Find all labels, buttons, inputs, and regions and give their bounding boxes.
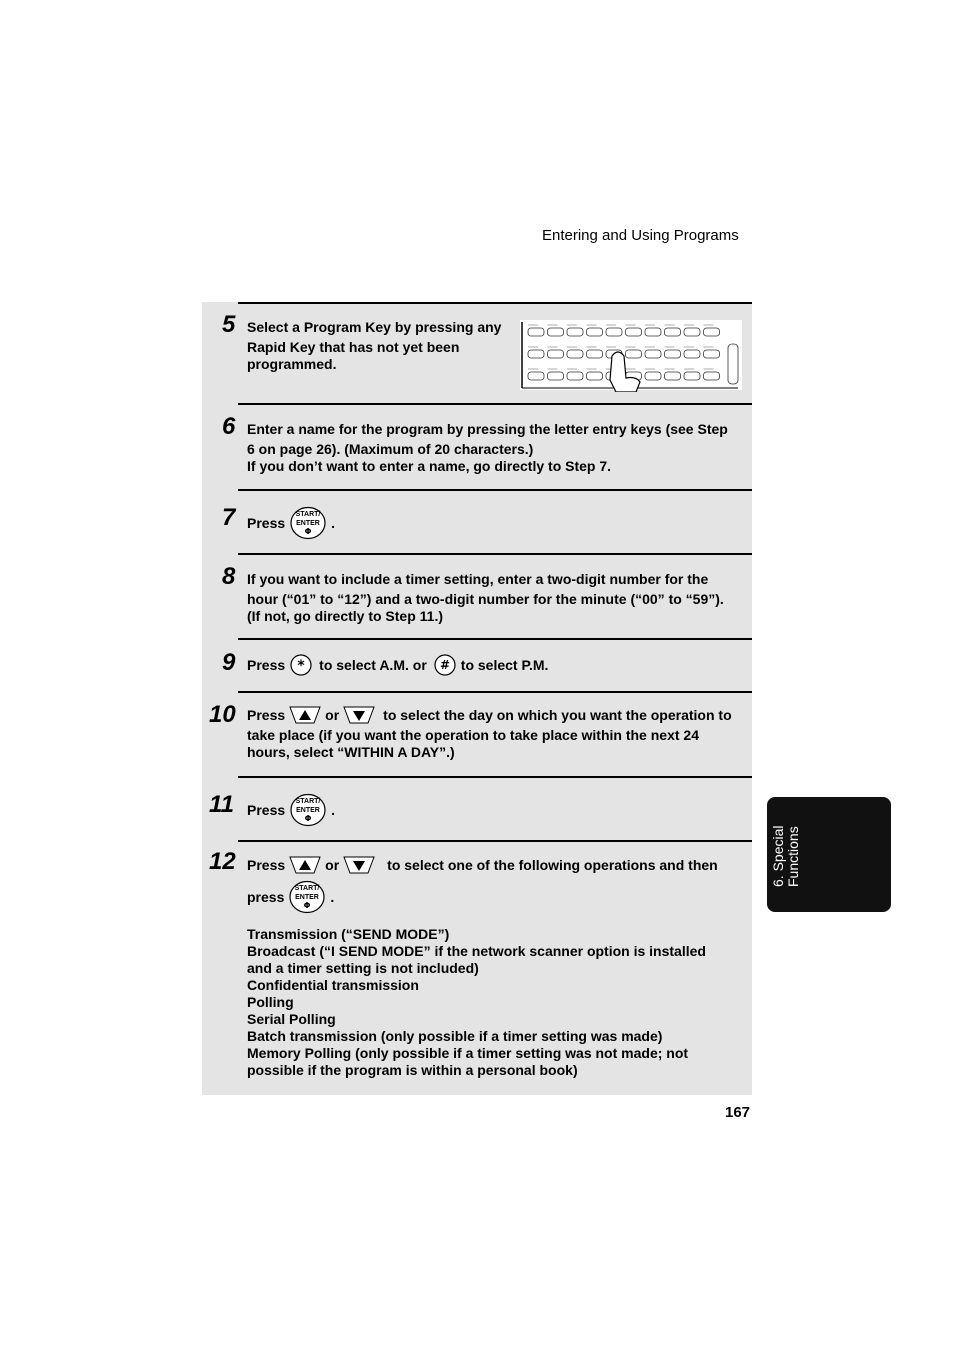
start-enter-key-icon — [289, 506, 327, 540]
step-number: 11 — [209, 791, 234, 818]
start-enter-key-icon — [288, 880, 326, 914]
svg-text:START/: START/ — [295, 511, 321, 518]
step-text: Press START/ ENTER Φ . — [247, 793, 335, 827]
step-number: 10 — [209, 701, 236, 728]
svg-text:ENTER: ENTER — [295, 894, 320, 901]
step-text: Press START/ ENTER Φ . — [247, 506, 335, 540]
svg-text:START/: START/ — [294, 885, 320, 892]
operations-list — [247, 926, 752, 1079]
list-item: Polling — [247, 994, 294, 1010]
step-text: Press * to select A.M. or # to select P.M. — [247, 654, 548, 676]
step-text: Enter a name for the program by pressing the letter entry keys (see Step 6 on page 26). (Maximum of 20 characters.) If you don’t want to enter a name, go directly to Step 7. — [247, 421, 728, 474]
divider — [238, 302, 752, 304]
hash-key-icon — [433, 654, 457, 676]
step-11 — [202, 777, 752, 841]
step-number: 9 — [222, 649, 236, 676]
list-item: Transmission (“SEND MODE”) — [247, 926, 450, 942]
step-number: 5 — [222, 311, 236, 338]
step-text: Press or to select one of the following operations and then press START/ ENTER Φ . Transmission (“SEND MODE”) Broadcast (“I SEND MODE” if the network scanner option is installed and a timer setting is not included) Confidential transmission Polling Serial Polling Batch transmission (only possible if a timer setting was made) Memory Polling (only possible if a timer setting was not made; not possible if the program is within a personal book) — [247, 856, 752, 1079]
step-9 — [202, 639, 752, 692]
steps-panel — [202, 302, 752, 1095]
svg-text:*: * — [297, 658, 305, 674]
list-item: Confidential transmission — [247, 977, 419, 993]
step-6 — [202, 404, 752, 490]
svg-text:Φ: Φ — [303, 901, 311, 910]
list-item: Broadcast (“I SEND MODE” if the network scanner option is installed — [247, 943, 706, 959]
svg-text:START/: START/ — [295, 798, 321, 805]
down-arrow-key-icon — [343, 706, 375, 724]
svg-text:ENTER: ENTER — [296, 520, 321, 527]
up-arrow-key-icon — [289, 856, 321, 874]
step-5 — [202, 302, 752, 404]
step-number: 6 — [222, 413, 236, 440]
step-text: If you want to include a timer setting, enter a two-digit number for the hour (“01” to “12”) and a two-digit number for the minute (“00” to “59”). (If not, go directly to Step 11.) — [247, 571, 724, 624]
down-arrow-key-icon — [343, 856, 375, 874]
running-header: Entering and Using Programs — [542, 227, 739, 244]
step-12 — [202, 841, 752, 1095]
svg-text:ENTER: ENTER — [296, 807, 321, 814]
step-text: Press or to select the day on which you want the operation to take place (if you want the operation to take place within the next 24 hours, select “WITHIN A DAY”.) — [247, 706, 732, 760]
step-number: 12 — [209, 848, 236, 875]
chapter-tab-label: 6. Special Functions — [770, 825, 801, 887]
up-arrow-key-icon — [289, 706, 321, 724]
rapid-key-panel-illustration — [520, 320, 742, 392]
step-7 — [202, 490, 752, 554]
start-enter-key-icon — [289, 793, 327, 827]
page-number: 167 — [725, 1104, 751, 1121]
list-item: Batch transmission (only possible if a timer setting was made) — [247, 1028, 663, 1044]
step-text: Select a Program Key by pressing any Rapid Key that has not yet been programmed. — [247, 319, 502, 372]
svg-text:Φ: Φ — [304, 527, 312, 536]
list-item: Serial Polling — [247, 1011, 336, 1027]
list-item: and a timer setting is not included) — [247, 960, 479, 976]
step-number: 8 — [222, 563, 236, 590]
svg-text:#: # — [439, 658, 450, 672]
step-10 — [202, 692, 752, 777]
list-item: possible if the program is within a personal book) — [247, 1062, 578, 1078]
step-number: 7 — [222, 504, 236, 531]
svg-text:Φ: Φ — [304, 814, 312, 823]
step-8 — [202, 554, 752, 639]
star-key-icon — [289, 654, 313, 676]
list-item: Memory Polling (only possible if a timer setting was not made; not — [247, 1045, 689, 1061]
